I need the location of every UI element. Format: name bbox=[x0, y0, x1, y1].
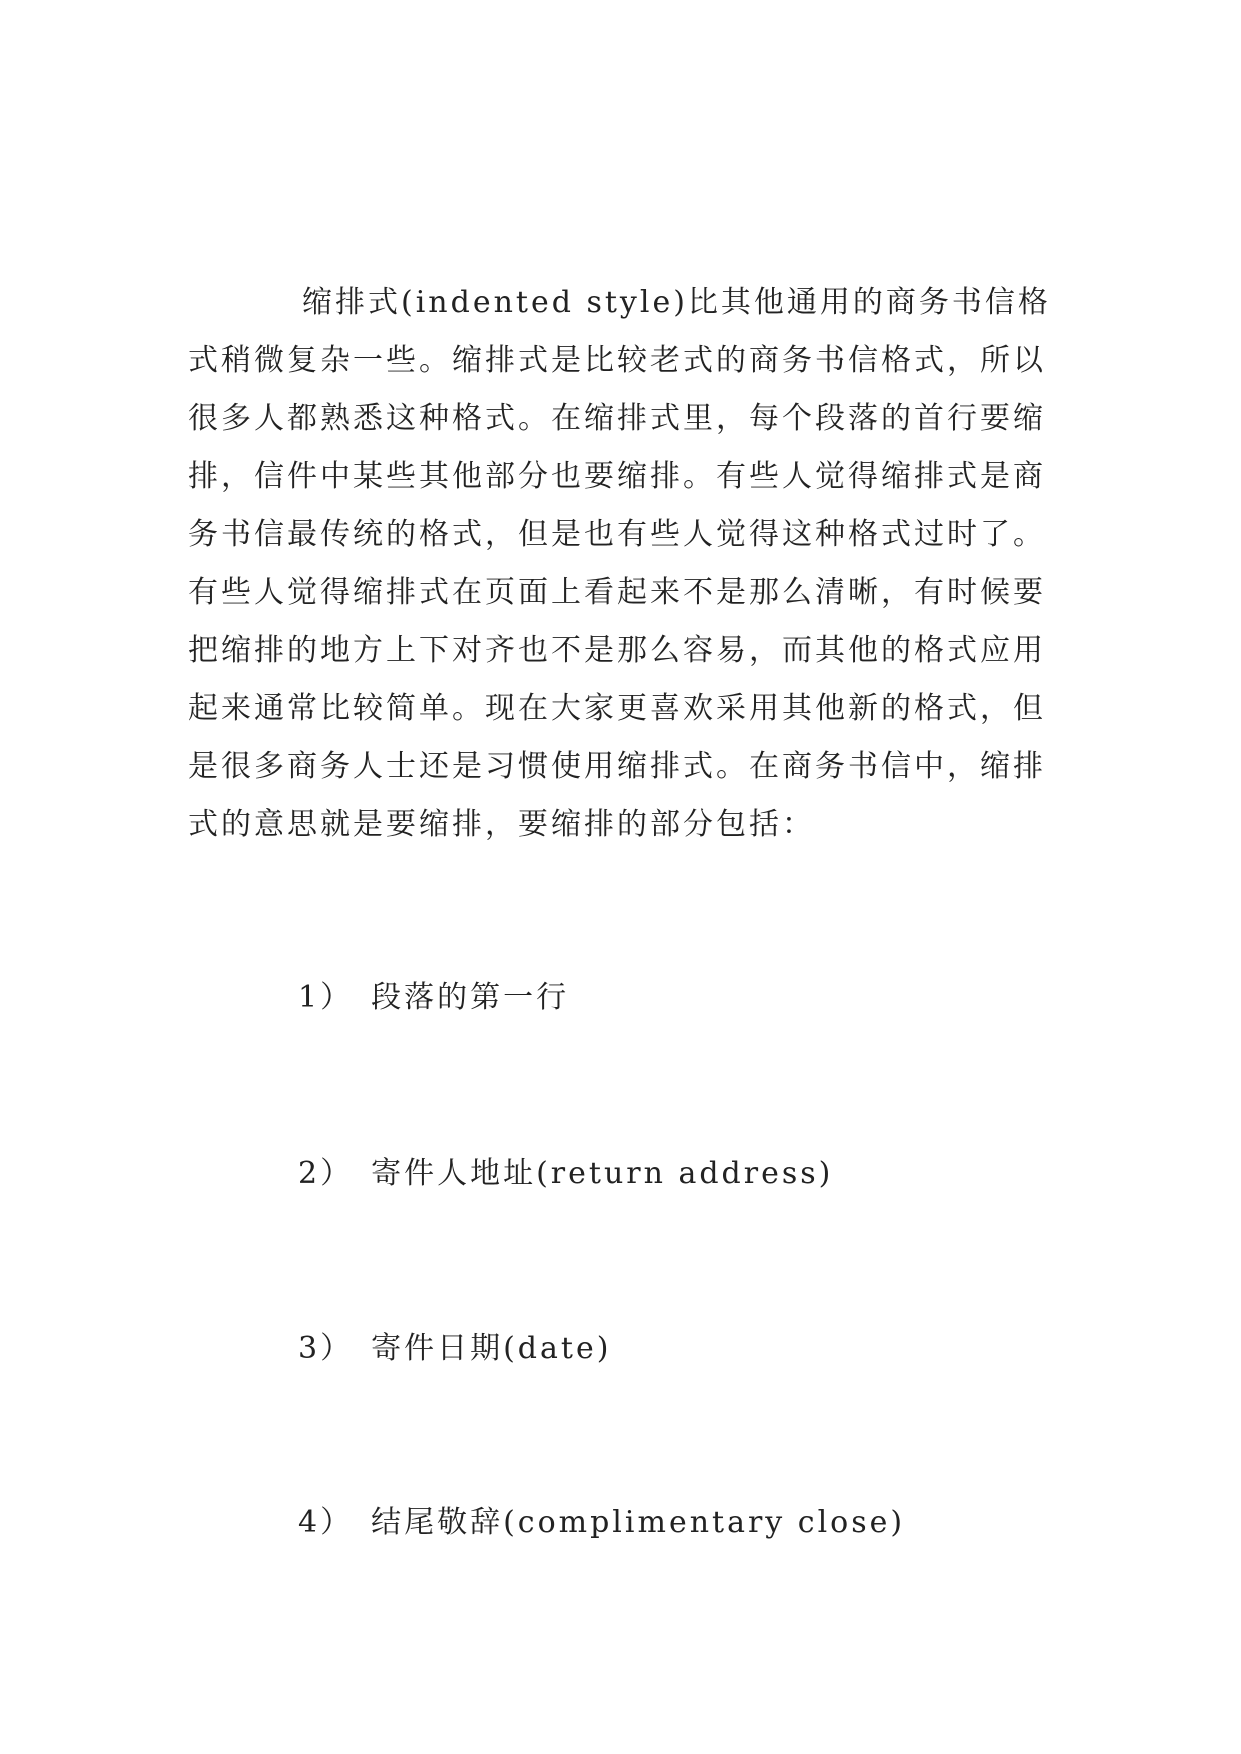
paragraph-line: 缩排式(indented style)比其他通用的商务书信格 bbox=[302, 285, 1051, 320]
list-item-text: 寄件人地址(return address) bbox=[371, 1156, 834, 1191]
list-item-text: 寄件日期(date) bbox=[371, 1331, 612, 1366]
body-paragraph bbox=[188, 274, 1068, 854]
list-item-number: 4） bbox=[298, 1505, 354, 1540]
paragraph-line: 很多人都熟悉这种格式。在缩排式里，每个段落的首行要缩 bbox=[188, 401, 1046, 436]
list-item-text: 段落的第一行 bbox=[371, 980, 570, 1015]
paragraph-line: 务书信最传统的格式，但是也有些人觉得这种格式过时了。 bbox=[188, 517, 1046, 552]
paragraph-line: 是很多商务人士还是习惯使用缩排式。在商务书信中，缩排 bbox=[188, 749, 1046, 784]
paragraph-line: 把缩排的地方上下对齐也不是那么容易，而其他的格式应用 bbox=[188, 633, 1046, 668]
list-item-number: 3） bbox=[298, 1331, 354, 1366]
paragraph-line: 式稍微复杂一些。缩排式是比较老式的商务书信格式，所以 bbox=[188, 343, 1046, 378]
paragraph-line: 排，信件中某些其他部分也要缩排。有些人觉得缩排式是商 bbox=[188, 459, 1046, 494]
paragraph-line: 起来通常比较简单。现在大家更喜欢采用其他新的格式，但 bbox=[188, 691, 1046, 726]
list-item-number: 1） bbox=[298, 980, 354, 1015]
list-item bbox=[298, 978, 569, 1018]
list-item bbox=[298, 1503, 905, 1543]
paragraph-line: 有些人觉得缩排式在页面上看起来不是那么清晰，有时候要 bbox=[188, 575, 1046, 610]
list-item-number: 2） bbox=[298, 1156, 354, 1191]
list-item bbox=[298, 1329, 611, 1369]
list-item-text: 结尾敬辞(complimentary close) bbox=[371, 1505, 906, 1540]
paragraph-line: 式的意思就是要缩排，要缩排的部分包括： bbox=[188, 807, 815, 842]
list-item bbox=[298, 1154, 833, 1194]
